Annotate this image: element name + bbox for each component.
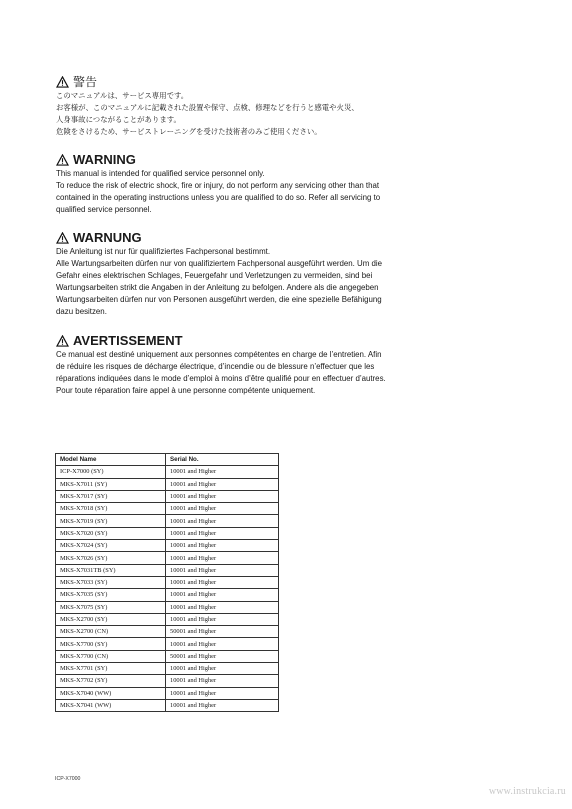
table-row <box>56 527 279 539</box>
serial-no-cell: 10001 and Higher <box>166 613 279 625</box>
french-warning-title: AVERTISSEMENT <box>73 333 183 348</box>
model-name-cell: MKS-X7035 (SY) <box>56 589 166 601</box>
table-row <box>56 478 279 490</box>
table-row <box>56 663 279 675</box>
text-line: お客様が、このマニュアルに記載された設置や保守、点検、修理などを行うと感電や火災、 <box>56 103 359 112</box>
model-name-cell: MKS-X7701 (SY) <box>56 663 166 675</box>
model-name-cell: MKS-X7024 (SY) <box>56 540 166 552</box>
footer-model-code: ICP-X7000 <box>55 776 81 782</box>
table-header-row <box>56 454 279 466</box>
model-name-cell: MKS-X7033 (SY) <box>56 576 166 588</box>
model-name-cell: MKS-X7011 (SY) <box>56 478 166 490</box>
serial-no-cell: 50001 and Higher <box>166 626 279 638</box>
model-name-cell: MKS-X7702 (SY) <box>56 675 166 687</box>
table-row <box>56 638 279 650</box>
text-line: 人身事故につながることがあります。 <box>56 115 181 124</box>
model-name-cell: MKS-X2700 (SY) <box>56 613 166 625</box>
text-line: dazu besitzen. <box>56 307 107 316</box>
serial-no-cell: 10001 and Higher <box>166 564 279 576</box>
table-row <box>56 490 279 502</box>
french-warning-section <box>56 334 466 397</box>
table-row <box>56 564 279 576</box>
serial-no-cell: 10001 and Higher <box>166 540 279 552</box>
serial-no-cell: 10001 and Higher <box>166 576 279 588</box>
serial-no-cell: 10001 and Higher <box>166 699 279 711</box>
text-line: Alle Wartungsarbeiten dürfen nur von qualifiziertem Fachpersonal ausgeführt werden. Um die <box>56 259 383 268</box>
french-warning-body <box>56 349 466 397</box>
model-name-cell: MKS-X7019 (SY) <box>56 515 166 527</box>
model-name-cell: MKS-X7700 (SY) <box>56 638 166 650</box>
serial-no-cell: 10001 and Higher <box>166 490 279 502</box>
serial-no-cell: 10001 and Higher <box>166 527 279 539</box>
english-warning-title: WARNING <box>73 152 136 167</box>
japanese-warning-title: 警告 <box>73 75 98 89</box>
warning-triangle-icon <box>56 154 69 166</box>
french-warning-heading <box>56 334 466 348</box>
model-name-cell: MKS-X7020 (SY) <box>56 527 166 539</box>
table-row <box>56 576 279 588</box>
text-line: Die Anleitung ist nur für qualifiziertes Fachpersonal bestimmt. <box>56 247 271 256</box>
model-name-cell: MKS-X7017 (SY) <box>56 490 166 502</box>
text-line: To reduce the risk of electric shock, fire or injury, do not perform any servicing other than that <box>56 181 380 190</box>
serial-no-header: Serial No. <box>166 454 279 466</box>
model-name-cell: MKS-X7040 (WW) <box>56 687 166 699</box>
warning-triangle-icon <box>56 76 69 88</box>
model-name-cell: MKS-X7031TB (SY) <box>56 564 166 576</box>
text-line: Gefahr eines elektrischen Schlages, Feuergefahr und Verletzungen zu vermeiden, sind bei <box>56 271 373 280</box>
model-name-cell: MKS-X7700 (CN) <box>56 650 166 662</box>
serial-no-cell: 10001 and Higher <box>166 503 279 515</box>
serial-no-cell: 10001 and Higher <box>166 687 279 699</box>
warning-triangle-icon <box>56 335 69 347</box>
model-name-cell: MKS-X7026 (SY) <box>56 552 166 564</box>
model-name-cell: MKS-X7075 (SY) <box>56 601 166 613</box>
serial-no-cell: 10001 and Higher <box>166 638 279 650</box>
serial-no-cell: 10001 and Higher <box>166 663 279 675</box>
table-body <box>56 466 279 712</box>
text-line: Wartungsarbeiten strikt die Angaben in der Anleitung zu befolgen. Andere als die angegeben <box>56 283 379 292</box>
model-name-cell: MKS-X2700 (CN) <box>56 626 166 638</box>
text-line: qualified service personnel. <box>56 205 152 214</box>
serial-no-cell: 10001 and Higher <box>166 478 279 490</box>
serial-no-cell: 10001 and Higher <box>166 515 279 527</box>
serial-no-cell: 10001 and Higher <box>166 601 279 613</box>
text-line: Pour toute réparation faire appel à une personne compétente uniquement. <box>56 386 316 395</box>
warning-triangle-icon <box>56 232 69 244</box>
table-row <box>56 515 279 527</box>
table-row <box>56 503 279 515</box>
english-warning-heading <box>56 153 466 167</box>
english-warning-section <box>56 153 466 216</box>
serial-no-cell: 50001 and Higher <box>166 650 279 662</box>
german-warning-section <box>56 231 466 318</box>
table-row <box>56 650 279 662</box>
english-warning-body <box>56 168 466 216</box>
table-row <box>56 540 279 552</box>
text-line: このマニュアルは、サービス専用です。 <box>56 91 189 100</box>
model-name-cell: MKS-X7018 (SY) <box>56 503 166 515</box>
japanese-warning-heading <box>56 75 466 89</box>
watermark: www.instrukcia.ru <box>488 786 566 797</box>
table-row <box>56 589 279 601</box>
serial-no-cell: 10001 and Higher <box>166 466 279 478</box>
table-row <box>56 675 279 687</box>
text-line: 危険をさけるため、サービストレーニングを受けた技術者のみご使用ください。 <box>56 127 322 136</box>
serial-no-cell: 10001 and Higher <box>166 552 279 564</box>
table-row <box>56 687 279 699</box>
table-row <box>56 699 279 711</box>
model-name-cell: ICP-X7000 (SY) <box>56 466 166 478</box>
japanese-warning-section <box>56 75 466 138</box>
text-line: contained in the operating instructions unless you are qualified to do so. Refer all servicing to <box>56 193 381 202</box>
text-line: réparations indiquées dans le mode d’emploi à moins d’être qualifié pour en effectuer d’autres. <box>56 374 386 383</box>
model-name-header: Model Name <box>56 454 166 466</box>
table-row <box>56 613 279 625</box>
table-row <box>56 626 279 638</box>
model-serial-table <box>55 453 279 712</box>
table-row <box>56 466 279 478</box>
model-name-cell: MKS-X7041 (WW) <box>56 699 166 711</box>
text-line: Ce manual est destiné uniquement aux personnes compétentes en charge de l’entretien. Afin <box>56 350 382 359</box>
serial-no-cell: 10001 and Higher <box>166 675 279 687</box>
text-line: This manual is intended for qualified service personnel only. <box>56 169 265 178</box>
text-line: Wartungsarbeiten dürfen nur von Personen ausgeführt werden, die eine spezielle Befähigung <box>56 295 382 304</box>
table-row <box>56 552 279 564</box>
german-warning-heading <box>56 231 466 245</box>
japanese-warning-body <box>56 90 466 138</box>
serial-no-cell: 10001 and Higher <box>166 589 279 601</box>
german-warning-title: WARNUNG <box>73 230 142 245</box>
text-line: de réduire les risques de décharge électrique, d’incendie ou de blessure n’effectuer que les <box>56 362 375 371</box>
german-warning-body <box>56 246 466 318</box>
table-row <box>56 601 279 613</box>
